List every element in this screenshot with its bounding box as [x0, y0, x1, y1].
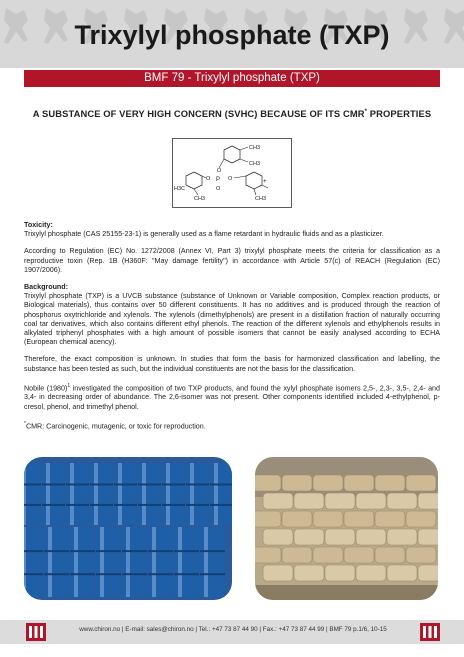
sack	[356, 529, 386, 545]
drum	[148, 527, 173, 597]
sack	[282, 475, 312, 491]
background-paragraph-3	[24, 382, 440, 412]
drum	[90, 463, 113, 525]
sack	[294, 565, 324, 581]
sack	[313, 547, 343, 563]
sack	[418, 565, 438, 581]
sack	[325, 565, 355, 581]
ch3-label-2: CH3	[249, 161, 261, 167]
footer-contact: www.chiron.no | E-mail: sales@chiron.no | Tel.: +47 73 87 44 90 | Fax.: +47 73 87 44 99 | BMF 79 p.1/6, 10-15	[79, 626, 387, 633]
o-label-4: O	[228, 176, 233, 182]
sacks-photo	[255, 457, 438, 600]
svhc-star: *	[364, 108, 368, 115]
toxicity-paragraph-2: According to Regulation (EC) No. 1272/2008 (Annex VI, Part 3) trixylyl phosphate meets the criteria for classification as a reproductive toxin (Rep. 1B (H360F: "May damage fertility") in accordance with Article 57(c) of REACH (Regulation (EC) 1907/2006).	[24, 247, 440, 274]
sack	[375, 511, 405, 527]
drum	[186, 463, 209, 525]
background-paragraph-2: Therefore, the exact composition is unknown. In studies that form the basis for harmonized classification and labelling, the substance has been tested as such, but the individual constituents are not the basis for the classification.	[24, 355, 440, 373]
svhc-suffix: PROPERTIES	[367, 108, 432, 119]
sack	[282, 511, 312, 527]
plus-label: +	[263, 179, 267, 185]
page-title: Trixylyl phosphate (TXP)	[74, 20, 390, 50]
svhc-heading	[0, 108, 464, 119]
drum	[200, 527, 225, 597]
svhc-text: A SUBSTANCE OF VERY HIGH CONCERN (SVHC) BECAUSE OF ITS CMR	[32, 108, 365, 119]
drums-image	[24, 457, 232, 600]
p-label: P	[216, 177, 221, 183]
ch3-label-3: CH3	[194, 196, 206, 202]
chiron-logo-icon	[26, 623, 46, 641]
o-label-1: O	[217, 168, 222, 174]
drum	[70, 527, 95, 597]
drum	[210, 463, 232, 525]
sack	[406, 511, 436, 527]
drum	[114, 463, 137, 525]
sack	[325, 493, 355, 509]
h3c-label: H3C	[174, 186, 186, 192]
ch3-label-4: CH3	[255, 196, 267, 202]
sack	[313, 511, 343, 527]
drum	[174, 527, 199, 597]
drum	[42, 463, 65, 525]
sack	[418, 493, 438, 509]
sack	[313, 475, 343, 491]
toxicity-paragraph-1: Trixylyl phosphate (CAS 25155-23-1) is generally used as a flame retardant in hydraulic fluids and as a plasticizer.	[24, 230, 384, 239]
sack	[387, 529, 417, 545]
sack	[255, 547, 281, 563]
sack	[406, 547, 436, 563]
drum	[96, 527, 121, 597]
drum	[66, 463, 89, 525]
body-content	[24, 221, 440, 439]
sack	[255, 475, 281, 491]
drum	[162, 463, 185, 525]
drum	[24, 463, 41, 525]
drums-photo	[24, 457, 232, 600]
sack	[325, 529, 355, 545]
drum	[44, 527, 69, 597]
sack	[387, 565, 417, 581]
footer	[0, 620, 464, 644]
drum	[24, 527, 43, 597]
sack	[282, 547, 312, 563]
sack	[263, 565, 293, 581]
ch3-label-1: CH3	[249, 145, 261, 151]
sack	[294, 493, 324, 509]
chemical-structure	[172, 138, 292, 208]
o-label-3: O	[206, 176, 211, 182]
sack	[406, 475, 436, 491]
sack	[294, 529, 324, 545]
sacks-image	[255, 457, 438, 600]
sack	[344, 511, 374, 527]
sack	[344, 547, 374, 563]
sack	[356, 493, 386, 509]
background-heading: Background:	[24, 283, 69, 292]
background-paragraph-1: Trixylyl phosphate (TXP) is a UVCB substance (substance of Unknown or Variable composition, Complex reaction products, or Biological materials), thus contains over 50 different constituents. It has no additives and is produced through the reaction of phosphorus oxytrichloride and xylenols. The xylenols (dimethylphenols) are present in a distillation fraction of naturally occurring coal tar derivatives, which also contains different ethyl phenols. The reaction of the different xylenols and ethylphenols results in alkylated triphenyl phosphates with a high amount of possible isomers that cannot be easily analysed according to ECHA (European chemical acency).	[24, 292, 440, 347]
citation-ref: 1	[67, 382, 71, 389]
sack	[387, 493, 417, 509]
footnote-star: *	[24, 420, 26, 427]
toxicity-heading: Toxicity:	[24, 221, 53, 229]
citation-author: Nobile (1980)	[24, 384, 68, 393]
sack	[263, 493, 293, 509]
sack	[375, 475, 405, 491]
footnote	[24, 420, 440, 432]
sack	[356, 565, 386, 581]
product-banner: BMF 79 - Trixylyl phosphate (TXP)	[24, 70, 440, 87]
o-label-2: O	[216, 186, 221, 192]
sack	[255, 511, 281, 527]
drum	[122, 527, 147, 597]
footnote-text: CMR: Carcinogenic, mutagenic, or toxic for reproduction.	[25, 422, 206, 431]
sack	[263, 529, 293, 545]
drum	[138, 463, 161, 525]
citation-text: investigated the composition of two TXP products, and found the xylyl phosphate isomers 2,5-, 2,3-, 3,5-, 2,4- and 3,4- in decreasing order of abundance. The 2,6-isomer was not present. Other components identified included 4-ethylphenol, p-cresol, phenol, and trimethyl phenol.	[24, 384, 440, 411]
chiron-logo-icon	[420, 623, 440, 641]
sack	[418, 529, 438, 545]
sack	[375, 547, 405, 563]
sack	[344, 475, 374, 491]
